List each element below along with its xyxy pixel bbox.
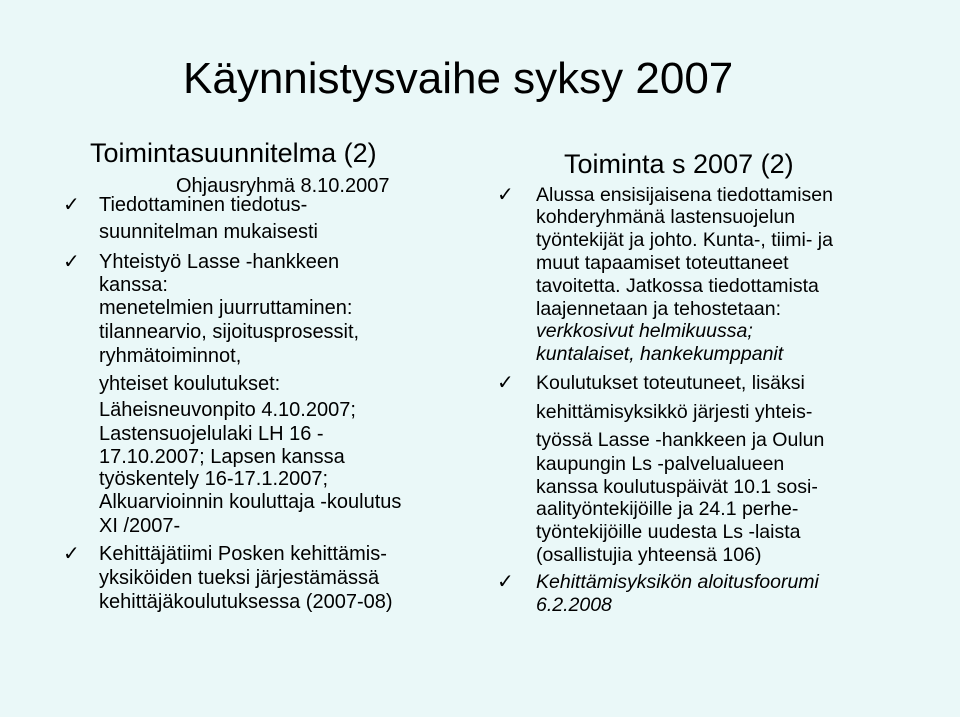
right-line-italic: kuntalaiset, hankekumppanit [536,343,784,365]
right-line: työntekijöille uudesta Ls -laista [536,521,801,543]
checkmark-icon: ✓ [63,543,80,565]
right-line: aalityöntekijöille ja 24.1 perhe- [536,498,799,520]
left-line: Yhteistyö Lasse -hankkeen [99,251,340,273]
right-line-italic: verkkosivut helmikuussa; [536,320,753,342]
right-line: kehittämisyksikkö järjesti yhteis- [536,401,813,423]
right-line-italic: Kehittämisyksikön aloitusfoorumi [536,571,819,593]
left-line: tilannearvio, sijoitusprosessit, [99,321,360,343]
left-line: kanssa: [99,274,168,296]
left-line: kehittäjäkoulutuksessa (2007-08) [99,591,393,613]
slide-title: Käynnistysvaihe syksy 2007 [183,54,734,103]
right-line: kanssa koulutuspäivät 10.1 sosi- [536,476,818,498]
checkmark-icon: ✓ [497,372,514,394]
right-line: työssä Lasse -hankkeen ja Oulun [536,429,825,451]
left-line: työskentely 16-17.1.2007; [99,468,329,490]
right-line: muut tapaamiset toteuttaneet [536,252,789,274]
right-line: tavoitetta. Jatkossa tiedottamista [536,275,819,297]
checkmark-icon: ✓ [497,184,514,206]
right-line: Alussa ensisijaisena tiedottamisen [536,184,833,206]
left-line: menetelmien juurruttaminen: [99,297,353,319]
right-line: työntekijät ja johto. Kunta-, tiimi- ja [536,229,833,251]
right-heading: Toiminta s 2007 (2) [564,149,794,179]
left-line: Alkuarvioinnin kouluttaja -koulutus [99,491,402,513]
checkmark-icon: ✓ [63,194,80,216]
left-line: Tiedottaminen tiedotus- [99,194,308,216]
checkmark-icon: ✓ [63,251,80,273]
right-line: kohderyhmänä lastensuojelun [536,206,796,228]
checkmark-icon: ✓ [497,571,514,593]
left-line: Kehittäjätiimi Posken kehittämis- [99,543,387,565]
left-line: yksiköiden tueksi järjestämässä [99,567,380,589]
left-line: ryhmätoiminnot, [99,345,242,367]
left-subheading: Ohjausryhmä 8.10.2007 [176,175,390,197]
left-line: suunnitelman mukaisesti [99,221,318,243]
left-line: Lastensuojelulaki LH 16 - [99,423,324,445]
left-line: XI /2007- [99,515,181,537]
right-line: laajennetaan ja tehostetaan: [536,298,782,320]
left-line: yhteiset koulutukset: [99,373,281,395]
right-line-italic: 6.2.2008 [536,594,612,616]
right-line: (osallistujia yhteensä 106) [536,544,762,566]
right-line: Koulutukset toteutuneet, lisäksi [536,372,805,394]
left-line: 17.10.2007; Lapsen kanssa [99,446,345,468]
left-heading: Toimintasuunnitelma (2) [90,138,377,168]
left-line: Läheisneuvonpito 4.10.2007; [99,399,356,421]
right-line: kaupungin Ls -palvelualueen [536,453,785,475]
